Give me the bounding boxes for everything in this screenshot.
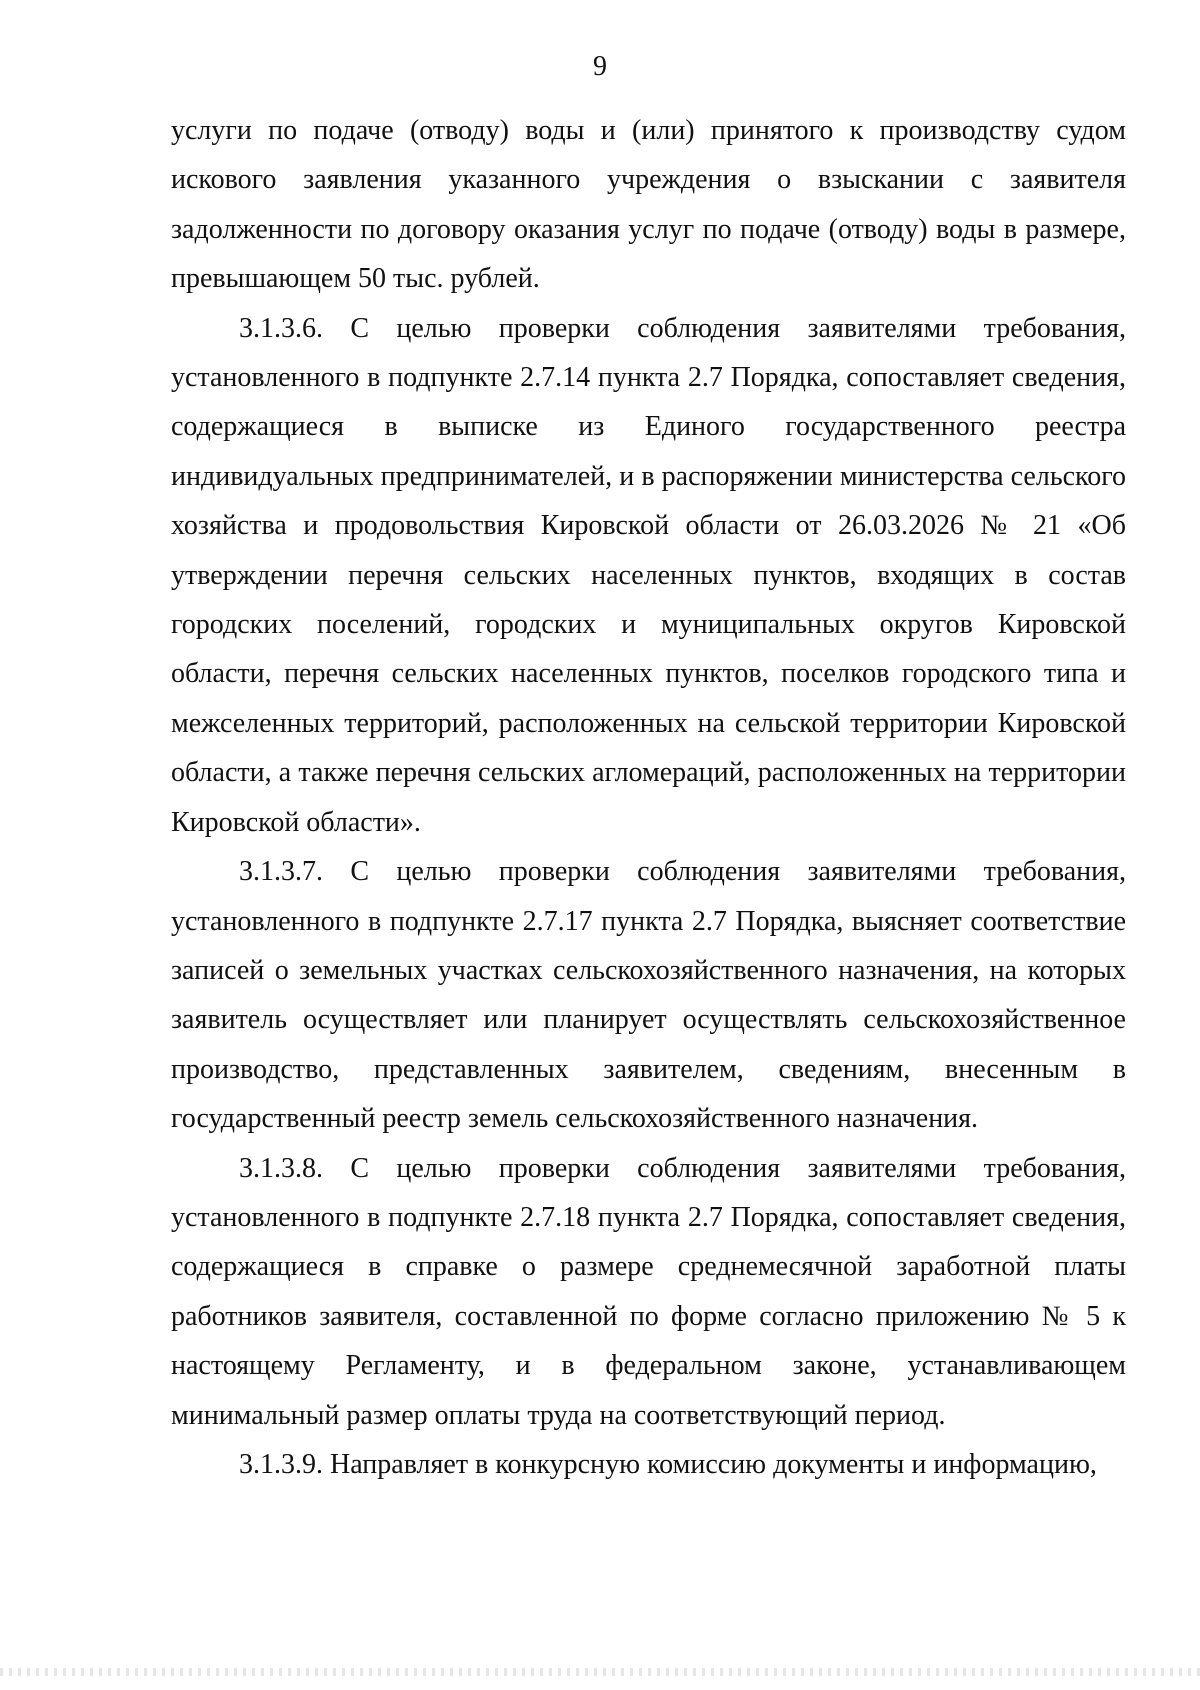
paragraph-3-1-3-7: 3.1.3.7. С целью проверки соблюдения заявителями требования, установленного в подпункте 2.7.17 пункта 2.7 Порядка, выясняет соответствие записей о земельных участках сельскохозяйственного назначения, на которых заявитель осуществляет или планирует осуществлять сельскохозяйственное производство, представленных заявителем, сведениям, внесенным в государственный реестр земель сельскохозяйственного назначения. xyxy=(171,856,1126,1135)
paragraph-continuation: услуги по подаче (отводу) воды и (или) принятого к производству судом искового заявления указанного учреждения о взыскании с заявителя задолженности по договору оказания услуг по подаче (отводу) воды в размере, превышающем 50 тыс. рублей. xyxy=(171,115,1126,295)
paragraph-3-1-3-8: 3.1.3.8. С целью проверки соблюдения заявителями требования, установленного в подпункте 2.7.18 пункта 2.7 Порядка, сопоставляет сведения, содержащиеся в справке о размере среднемесячной заработной платы работников заявителя, составленной по форме согласно приложению № 5 к настоящему Регламенту, и в федеральном законе, устанавливающем минимальный размер оплаты труда на соответствующий период. xyxy=(171,1152,1126,1431)
scan-noise xyxy=(0,1668,1200,1676)
document-body xyxy=(171,106,1126,1489)
paragraph-3-1-3-9: 3.1.3.9. Направляет в конкурсную комиссию документы и информацию, xyxy=(239,1448,1097,1480)
page-number: 9 xyxy=(593,51,607,82)
paragraph-3-1-3-6: 3.1.3.6. С целью проверки соблюдения заявителями требования, установленного в подпункте 2.7.14 пункта 2.7 Порядка, сопоставляет сведения, содержащиеся в выписке из Единого государственного реестра индивидуальных предпринимателей, и в распоряжении министерства сельского хозяйства и продовольствия Кировской области от 26.03.2026 № 21 «Об утверждении перечня сельских населенных пунктов, входящих в состав городских поселений, городских и муниципальных округов Кировской области, перечня сельских населенных пунктов, поселков городского типа и межселенных территорий, расположенных на сельской территории Кировской области, а также перечня сельских агломераций, расположенных на территории Кировской области». xyxy=(171,312,1126,838)
